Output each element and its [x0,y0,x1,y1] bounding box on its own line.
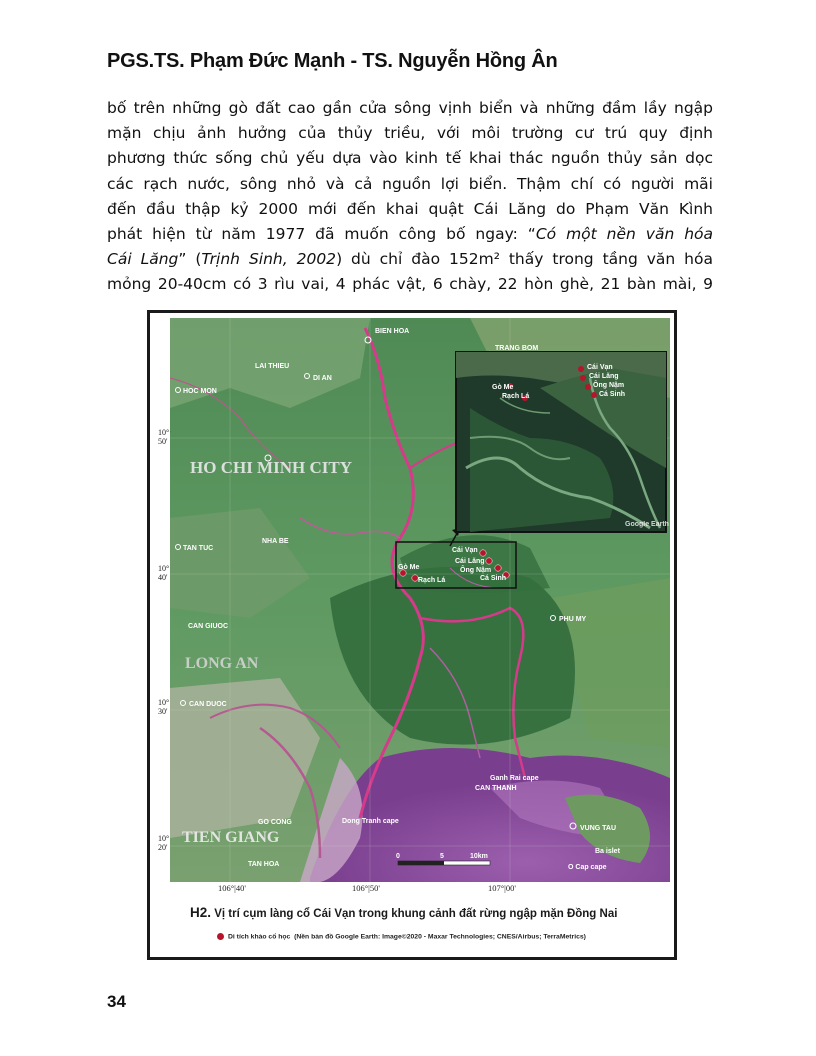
site-rach-la: Rạch Lá [418,577,446,584]
label-long-an: LONG AN [185,655,259,672]
label-trang-bom: TRANG BOM [495,345,539,352]
label-tien-giang: TIEN GIANG [182,829,280,846]
lat-10-30-d: 10° [158,698,170,707]
lat-10-20-m: 20' [158,843,168,852]
label-lai-thieu: LAI THIEU [255,363,290,370]
site-ca-sinh: Cá Sinh [480,575,507,582]
citation: Trịnh Sinh, 2002 [201,250,337,269]
quote-close: ” ( [178,250,202,269]
satellite-map [170,318,670,882]
para-line-6 [107,222,713,247]
para-line-7 [107,247,713,272]
lon-label-106-50: 106°|50' [352,883,380,893]
scale-10km: 10km [470,853,488,860]
label-ho-chi-minh-city: HO CHI MINH CITY [190,458,352,477]
label-di-an: DI AN [313,375,332,382]
para-line-8: mỏng 20-40cm có 3 rìu vai, 4 phác vật, 6 chày, 22 hòn ghè, 21 bàn mài, 9 [107,275,713,294]
inset-ca-sinh: Cá Sinh [599,391,626,398]
label-bien-hoa: BIEN HOA [375,328,410,335]
label-o-cap-cape: O Cap cape [568,864,607,871]
scale-5: 5 [440,853,444,860]
page-number: 34 [107,992,126,1011]
label-vung-tau: VUNG TAU [580,825,617,832]
legend-item: Di tích khảo cổ học [228,933,291,941]
label-ba-islet: Ba islet [595,848,620,855]
lat-label-10-40 [158,564,169,582]
figure-legend [217,933,586,940]
lat-10-20-d: 10° [158,834,170,843]
lat-10-40-d: 10° [158,564,170,573]
label-hoc-mon: HOC MON [183,388,217,395]
lat-label-10-20 [158,834,169,852]
lat-10-40-m: 40' [158,573,168,582]
para-line-5: đến đầu thập kỷ 2000 mới đến khai quật Cái Lăng do Phạm Văn Kình [107,199,713,218]
site-ong-nam: Ông Nậm [460,567,492,574]
label-phu-my: PHU MY [559,616,587,623]
label-go-cong: GO CONG [258,819,292,826]
para-line-3: phương thức sống chủ yếu dựa vào kinh tế khai thác nguồn thủy sản dọc [107,149,713,168]
google-earth-watermark: Google Earth [625,521,669,528]
lat-10-50-m: 50' [158,437,168,446]
site-dot-icon [217,933,224,940]
inset-rach-la: Rạch Lá [502,393,530,400]
inset-map [456,352,669,532]
site-cai-van: Cái Vạn [452,547,478,554]
quote-italic-end: Cái Lăng [107,250,179,269]
caption-number: H2. [190,905,212,920]
inset-go-me: Gò Me [492,384,514,391]
label-tan-hoa: TAN HOA [248,861,280,868]
site-go-me: Gò Me [398,564,420,571]
quote-italic: Có một nền văn hóa [535,225,713,244]
label-ganh-rai-cape: Ganh Rai cape [490,775,539,782]
para-line-1: bố trên những gò đất cao gần cửa sông vịnh biển và những đầm lầy ngập [107,99,713,117]
scale-0: 0 [396,853,400,860]
lat-label-10-50 [158,428,169,446]
label-can-giuoc: CAN GIUOC [188,623,229,630]
para-line-2: mặn chịu ảnh hưởng của thủy triều, với môi trường cư trú quy định [107,124,713,143]
label-can-thanh: CAN THANH [475,785,517,792]
lon-label-106-40: 106°|40' [218,883,246,893]
label-can-duoc: CAN DUOC [189,701,227,708]
label-dong-tranh-cape: Dong Tranh cape [342,818,399,825]
para-line-6-text: phát hiện từ năm 1977 đã muốn công bố ngay: “ [107,225,536,244]
caption-text: Vị trí cụm làng cổ Cái Vạn trong khung cảnh đất rừng ngập mặn Đồng Nai [214,908,618,920]
body-paragraph [107,96,713,298]
site-cai-lang: Cái Lăng [455,558,485,565]
label-tan-tuc: TAN TUC [183,545,214,552]
para-line-7-rest: ) dù chỉ đào 152m² thấy trong tầng văn hóa [336,250,713,269]
lat-label-10-30 [158,698,169,716]
lat-10-50-d: 10° [158,428,170,437]
inset-cai-van: Cái Vạn [587,364,613,371]
lon-label-107-00: 107°|00' [488,883,516,893]
legend-source: (Nền bản đồ Google Earth: Image©2020 - Maxar Technologies; CNES/Airbus; TerraMetrics) [294,933,586,941]
figure-caption [190,905,617,920]
label-nha-be: NHA BE [262,538,289,545]
lat-10-30-m: 30' [158,707,168,716]
para-line-4: các rạch nước, sông nhỏ và cả nguồn lợi biển. Thậm chí có người mãi [107,174,713,193]
inset-ong-nam: Ông Nậm [593,382,625,389]
running-header: PGS.TS. Phạm Đức Mạnh - TS. Nguyễn Hồng Ân [107,50,558,72]
inset-cai-lang: Cái Lăng [589,373,619,380]
